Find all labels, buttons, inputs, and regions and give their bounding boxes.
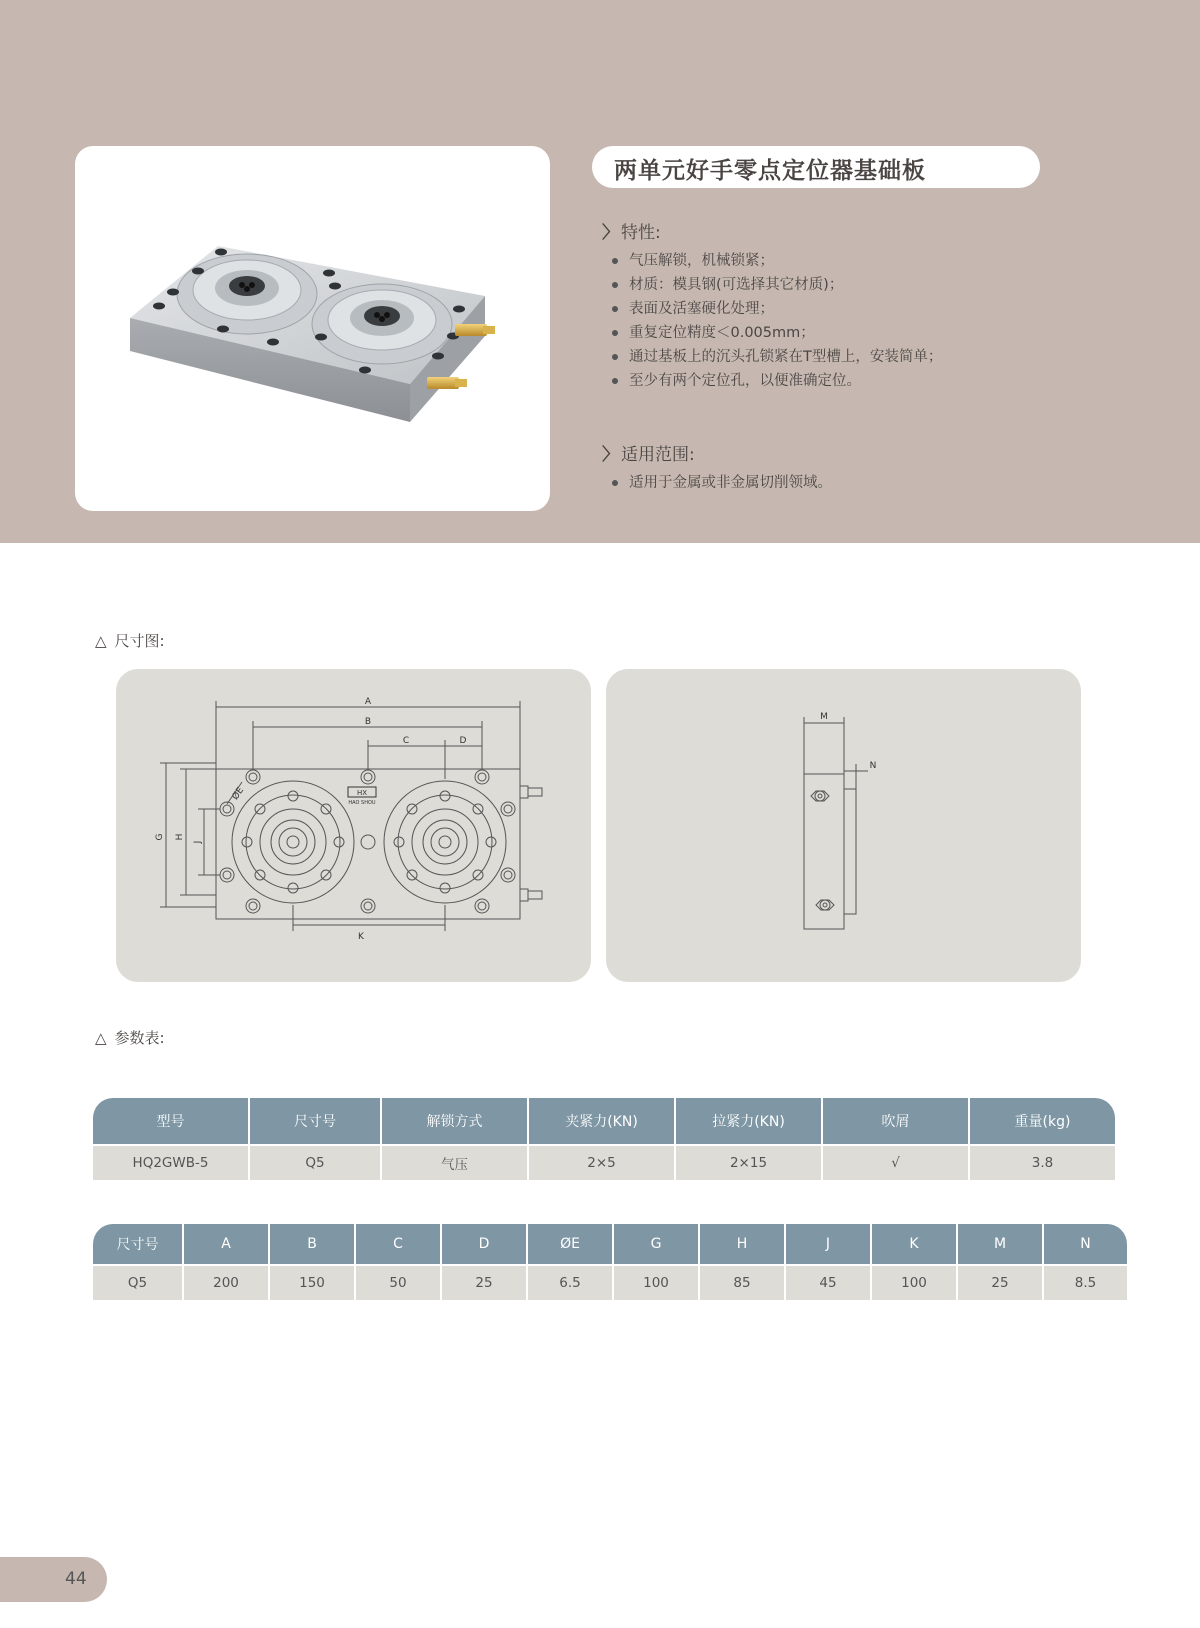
feature-item: 至少有两个定位孔，以便准确定位。: [609, 369, 942, 393]
table-cell: 25: [958, 1264, 1042, 1300]
table-cell: Q5: [250, 1144, 380, 1180]
feature-item: 重复定位精度＜0.005mm；: [609, 321, 942, 345]
logo-mark: HX: [356, 789, 368, 797]
spec-table-main: [91, 1098, 1117, 1180]
table-header: 拉紧力(KN): [676, 1098, 821, 1144]
table-cell: 2×15: [676, 1144, 821, 1180]
table-cell: HQ2GWB-5: [93, 1144, 248, 1180]
features-list: [609, 249, 942, 393]
table-header: C: [356, 1224, 440, 1264]
triangle-icon: △: [95, 1029, 107, 1047]
scope-item: 适用于金属或非金属切削领域。: [609, 471, 832, 495]
table-header: H: [700, 1224, 784, 1264]
table-header: B: [270, 1224, 354, 1264]
product-title-pill: [592, 146, 1040, 188]
bullet-icon: [612, 258, 618, 264]
table-cell: 85: [700, 1264, 784, 1300]
table-header: J: [786, 1224, 870, 1264]
front-view-drawing: [116, 669, 591, 982]
table-cell: 3.8: [970, 1144, 1115, 1180]
table-header: 夹紧力(KN): [529, 1098, 674, 1144]
table-header: 重量(kg): [970, 1098, 1115, 1144]
table-cell: 50: [356, 1264, 440, 1300]
dim-label-j: J: [193, 840, 203, 844]
table-row: [93, 1264, 1127, 1300]
chevron-right-icon: 〉: [602, 223, 619, 243]
table-cell: 气压: [382, 1144, 527, 1180]
dim-label-c: C: [402, 736, 410, 746]
dim-label-h: H: [175, 833, 185, 841]
side-view-drawing: [606, 669, 1081, 982]
bullet-icon: [612, 378, 618, 384]
dim-label-a: A: [364, 697, 372, 707]
dim-label-k: K: [358, 932, 364, 942]
table-row: [93, 1144, 1115, 1180]
feature-item: 材质：模具钢(可选择其它材质)；: [609, 273, 942, 297]
table-header: G: [614, 1224, 698, 1264]
product-photo: [75, 146, 550, 511]
feature-item: 通过基板上的沉头孔锁紧在T型槽上，安装简单；: [609, 345, 942, 369]
product-title: 两单元好手零点定位器基础板: [614, 158, 926, 184]
table-header-row: [93, 1098, 1115, 1144]
table-header: 解锁方式: [382, 1098, 527, 1144]
table-cell: √: [823, 1144, 968, 1180]
scope-list: [609, 471, 832, 495]
bullet-icon: [612, 354, 618, 360]
bullet-icon: [612, 282, 618, 288]
dim-label-n: N: [869, 761, 877, 771]
bullet-icon: [612, 330, 618, 336]
param-heading: △ 参数表:: [95, 1029, 165, 1047]
page-number-tab: [0, 1557, 107, 1602]
table-header-row: [93, 1224, 1127, 1264]
table-cell: 200: [184, 1264, 268, 1300]
table-header: D: [442, 1224, 526, 1264]
feature-item: 表面及活塞硬化处理；: [609, 297, 942, 321]
table-header: K: [872, 1224, 956, 1264]
dim-label-m: M: [820, 712, 828, 722]
table-header: N: [1044, 1224, 1127, 1264]
table-cell: 100: [872, 1264, 956, 1300]
dim-label-d: D: [459, 736, 467, 746]
page-number: 44: [65, 1569, 87, 1589]
dim-label-g: G: [155, 833, 165, 841]
spec-table-dimensions: [91, 1224, 1129, 1300]
table-cell: 8.5: [1044, 1264, 1127, 1300]
table-header: 尺寸号: [93, 1224, 182, 1264]
scope-heading: 〉 适用范围:: [602, 440, 695, 465]
table-header: 尺寸号: [250, 1098, 380, 1144]
dim-label-e: ØE: [230, 785, 247, 802]
dimension-heading: △ 尺寸图:: [95, 632, 165, 650]
table-cell: 6.5: [528, 1264, 612, 1300]
feature-item: 气压解锁，机械锁紧；: [609, 249, 942, 273]
dim-label-b: B: [364, 717, 372, 727]
table-cell: 100: [614, 1264, 698, 1300]
table-header: A: [184, 1224, 268, 1264]
chevron-right-icon: 〉: [602, 445, 619, 465]
table-header: M: [958, 1224, 1042, 1264]
bullet-icon: [612, 306, 618, 312]
triangle-icon: △: [95, 632, 107, 650]
features-heading: 〉 特性:: [602, 218, 661, 243]
table-cell: 150: [270, 1264, 354, 1300]
table-header: ØE: [528, 1224, 612, 1264]
table-cell: 25: [442, 1264, 526, 1300]
table-header: 吹屑: [823, 1098, 968, 1144]
table-header: 型号: [93, 1098, 248, 1144]
table-cell: 45: [786, 1264, 870, 1300]
table-cell: Q5: [93, 1264, 182, 1300]
table-cell: 2×5: [529, 1144, 674, 1180]
bullet-icon: [612, 480, 618, 486]
logo-subtext: HAO SHOU: [348, 800, 376, 806]
